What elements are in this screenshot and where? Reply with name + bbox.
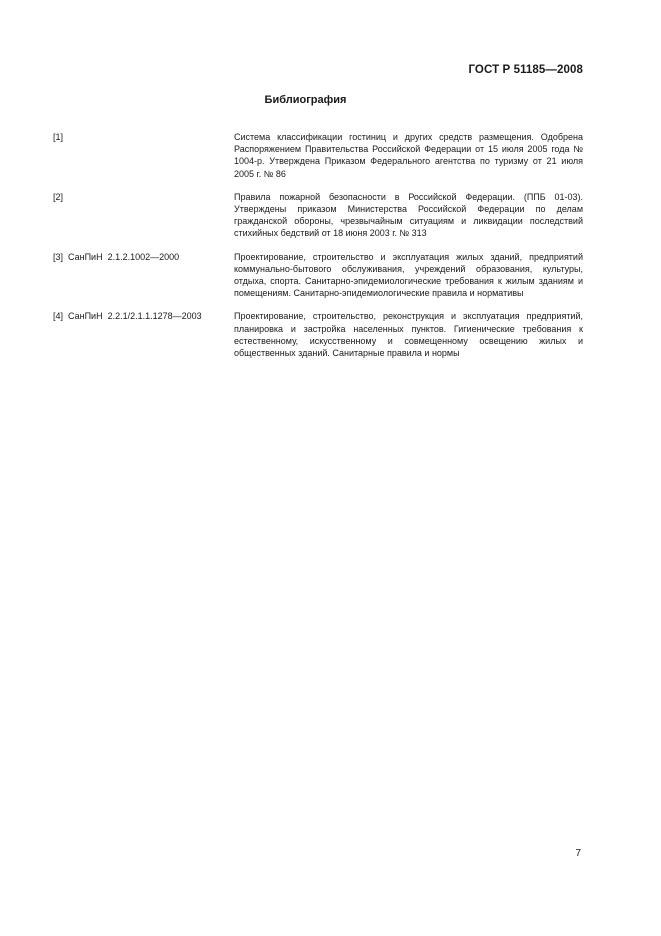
bibliography-text: Проектирование, строительство и эксплуатация жилых зданий, предприятий коммунально-бытового обслуживания, учреждений образования, культуры, отдыха, спорта. Санитарно-эпидемиологические требования к жилым зданиям и помещениям. Санитарно-эпидемиологические правила и нормативы [234,251,583,299]
bibliography-ref: [3] СанПиН 2.1.2.1002—2000 [53,251,180,262]
bibliography-ref: [4] СанПиН 2.2.1/2.1.1.1278—2003 [53,311,202,322]
page-number: 7 [575,848,581,859]
bibliography-entry [53,191,583,240]
bibliography-ref: [1] [53,132,64,142]
bibliography-entry [53,310,583,359]
document-standard-number: ГОСТ Р 51185—2008 [468,64,583,76]
bibliography-ref: [2] [53,191,64,202]
bibliography-entry [53,131,583,180]
bibliography-text: Правила пожарной безопасности в Российской Федерации. (ППБ 01-03). Утверждены приказом Министерства Российской Федерации по делам гражданской обороны, чрезвычайным ситуациям и ликвидации последствий стихийных бедствий от 18 июня 2003 г. № 313 [234,191,583,239]
bibliography-text: Система классификации гостиниц и других средств размещения. Одобрена Распоряжением Правительства Российской Федерации от 15 июля 2005 года № 1004-р. Утверждена Приказом Федерального агентства по туризму от 21 июля 2005 г. № 86 [234,132,583,179]
page-title: Библиография [264,94,347,106]
bibliography-list [53,131,583,370]
bibliography-entry [53,251,583,300]
bibliography-text: Проектирование, строительство, реконструкция и эксплуатация предприятий, планировка и застройка населенных пунктов. Гигиенические требования к естественному, искусственному и совмещенному освещению жилых и общественных зданий. Санитарные правила и нормы [234,311,583,359]
